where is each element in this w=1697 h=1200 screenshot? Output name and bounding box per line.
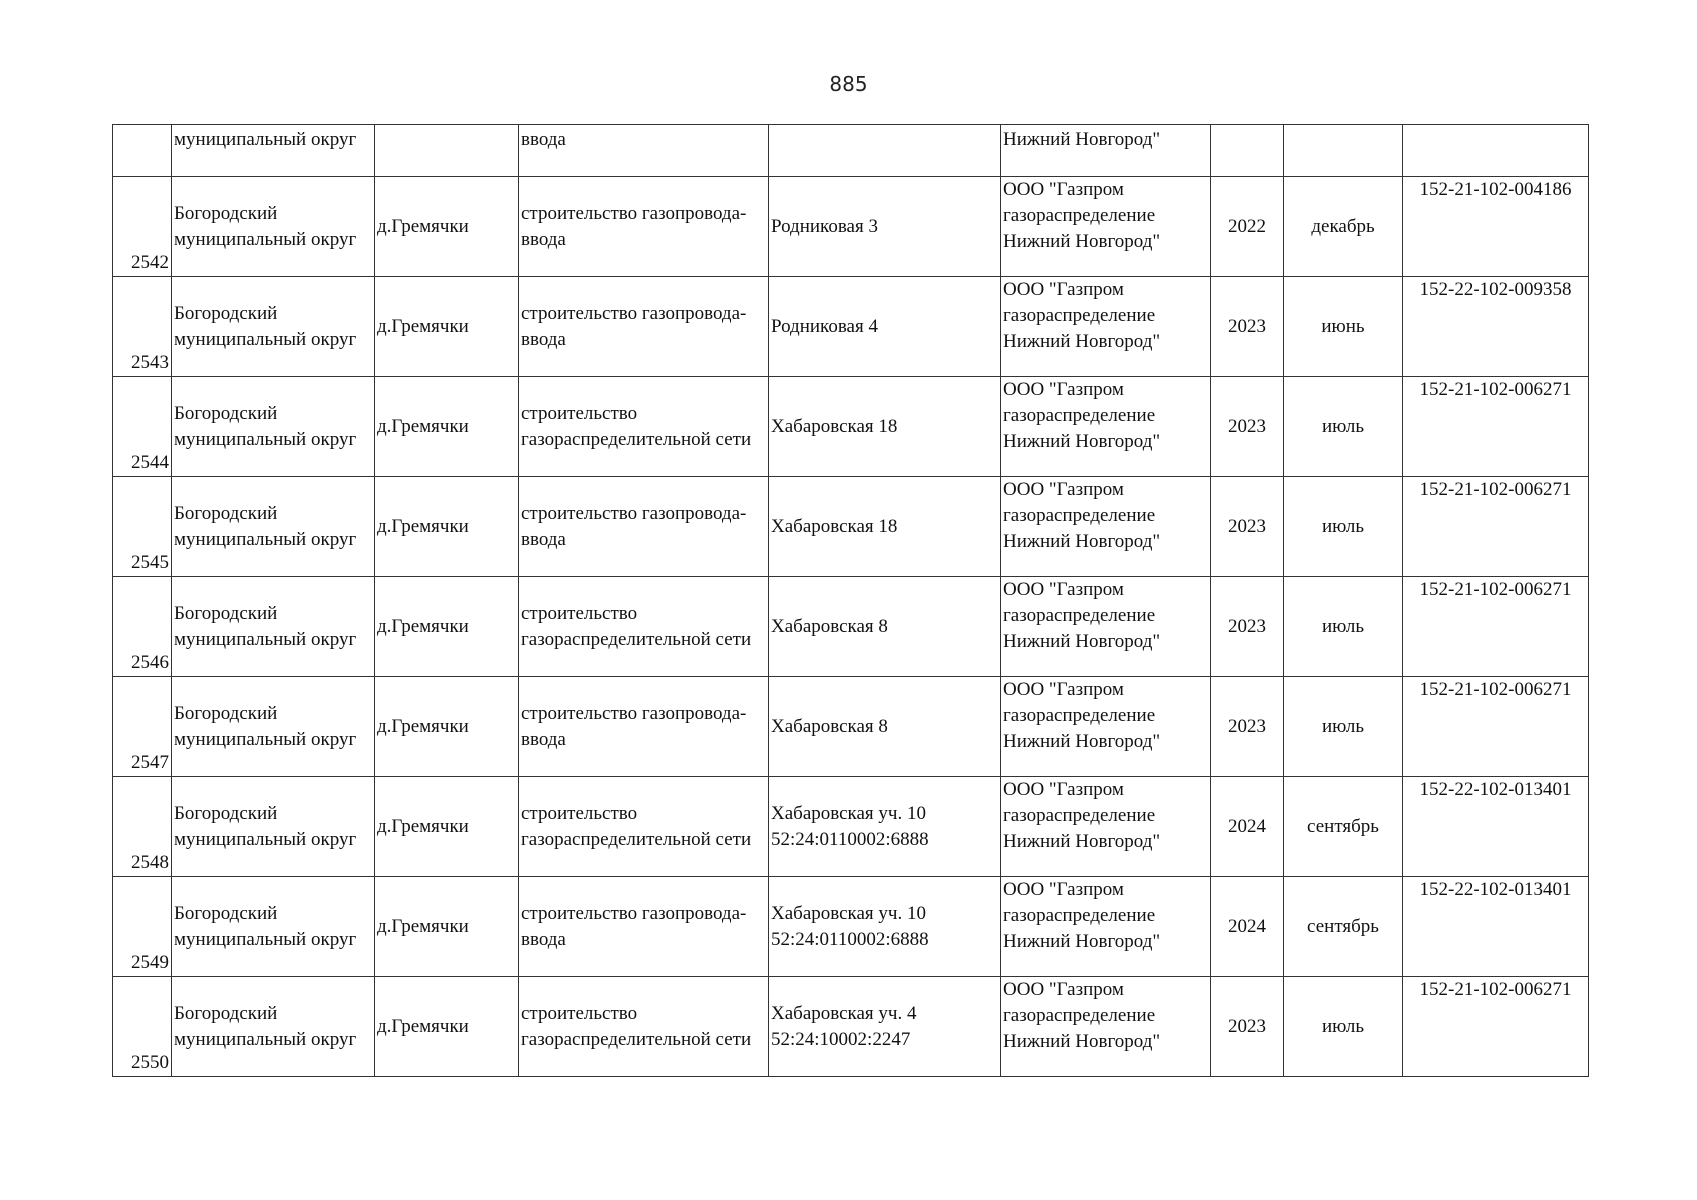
cell-organization-line: ООО "Газпром bbox=[1003, 279, 1124, 300]
cell-district bbox=[172, 277, 375, 377]
cell-work-line: строительство газопровода- bbox=[521, 502, 747, 524]
cell-organization-line: газораспределение bbox=[1003, 705, 1156, 726]
cell-month: июль bbox=[1284, 677, 1403, 777]
cell-place: д.Гремячки bbox=[375, 577, 519, 677]
cell-num: 2545 bbox=[113, 477, 172, 577]
cell-organization-line: Нижний Новгород" bbox=[1003, 531, 1161, 552]
continuation-row bbox=[113, 125, 1589, 177]
cell-district-line: Богородский bbox=[174, 202, 278, 224]
cell-year: 2023 bbox=[1211, 477, 1284, 577]
cell-work bbox=[519, 477, 769, 577]
cell-district-line: Богородский bbox=[174, 702, 278, 724]
cell-district bbox=[172, 177, 375, 277]
cell-month: декабрь bbox=[1284, 177, 1403, 277]
cell-work-line: строительство bbox=[521, 402, 638, 424]
cell-code: 152-21-102-004186 bbox=[1403, 177, 1589, 277]
cell-place: д.Гремячки bbox=[375, 177, 519, 277]
cell-address bbox=[769, 377, 1001, 477]
cell-work bbox=[519, 777, 769, 877]
cell-work-line: строительство газопровода- bbox=[521, 202, 747, 224]
table-row bbox=[113, 977, 1589, 1077]
cell-address-line: Хабаровская уч. 10 bbox=[771, 802, 926, 824]
cell-organization: Нижний Новгород" bbox=[1001, 125, 1211, 177]
cell-district-line: муниципальный округ bbox=[174, 528, 357, 550]
cell-month: июль bbox=[1284, 477, 1403, 577]
cell-district-line: Богородский bbox=[174, 802, 278, 824]
cell-year: 2023 bbox=[1211, 677, 1284, 777]
cell-work-line: строительство bbox=[521, 802, 638, 824]
cell-address bbox=[769, 677, 1001, 777]
cell-address-line: 52:24:10002:2247 bbox=[771, 1028, 911, 1050]
cell-work bbox=[519, 677, 769, 777]
cell-district bbox=[172, 777, 375, 877]
table-row bbox=[113, 877, 1589, 977]
cell-num: 2550 bbox=[113, 977, 172, 1077]
cell-work bbox=[519, 877, 769, 977]
cell-year: 2024 bbox=[1211, 877, 1284, 977]
cell-organization bbox=[1001, 777, 1211, 877]
cell-organization-line: ООО "Газпром bbox=[1003, 679, 1124, 700]
cell-code: 152-22-102-013401 bbox=[1403, 877, 1589, 977]
cell-organization-line: Нижний Новгород" bbox=[1003, 231, 1161, 252]
cell-work-line: ввода bbox=[521, 228, 566, 250]
cell-district bbox=[172, 677, 375, 777]
cell-year: 2023 bbox=[1211, 377, 1284, 477]
cell-address-line: Хабаровская 8 bbox=[771, 715, 888, 737]
cell-place: д.Гремячки bbox=[375, 877, 519, 977]
cell-month bbox=[1284, 125, 1403, 177]
cell-organization-line: Нижний Новгород" bbox=[1003, 331, 1161, 352]
cell-organization-line: газораспределение bbox=[1003, 1005, 1156, 1026]
table-row bbox=[113, 577, 1589, 677]
cell-district-line: муниципальный округ bbox=[174, 828, 357, 850]
cell-work: ввода bbox=[519, 125, 769, 177]
cell-organization-line: ООО "Газпром bbox=[1003, 779, 1124, 800]
cell-address bbox=[769, 577, 1001, 677]
gas-works-table bbox=[112, 124, 1589, 1077]
cell-organization-line: Нижний Новгород" bbox=[1003, 931, 1161, 952]
cell-organization-line: Нижний Новгород" bbox=[1003, 831, 1161, 852]
cell-year: 2023 bbox=[1211, 977, 1284, 1077]
cell-organization-line: Нижний Новгород" bbox=[1003, 631, 1161, 652]
table-row bbox=[113, 277, 1589, 377]
cell-district-line: муниципальный округ bbox=[174, 1028, 357, 1050]
cell-num: 2543 bbox=[113, 277, 172, 377]
cell-year: 2023 bbox=[1211, 277, 1284, 377]
cell-organization bbox=[1001, 377, 1211, 477]
cell-place: д.Гремячки bbox=[375, 977, 519, 1077]
cell-district: муниципальный округ bbox=[172, 125, 375, 177]
cell-place: д.Гремячки bbox=[375, 377, 519, 477]
cell-code: 152-21-102-006271 bbox=[1403, 677, 1589, 777]
cell-address-line: Хабаровская уч. 10 bbox=[771, 902, 926, 924]
cell-work-line: ввода bbox=[521, 328, 566, 350]
cell-address bbox=[769, 977, 1001, 1077]
cell-district-line: Богородский bbox=[174, 402, 278, 424]
cell-organization-line: ООО "Газпром bbox=[1003, 179, 1124, 200]
table-row bbox=[113, 377, 1589, 477]
cell-work bbox=[519, 377, 769, 477]
cell-organization-line: газораспределение bbox=[1003, 905, 1156, 926]
table-row bbox=[113, 177, 1589, 277]
cell-work-line: ввода bbox=[521, 728, 566, 750]
cell-work-line: строительство газопровода- bbox=[521, 702, 747, 724]
cell-work-line: строительство газопровода- bbox=[521, 902, 747, 924]
cell-work bbox=[519, 277, 769, 377]
cell-place: д.Гремячки bbox=[375, 677, 519, 777]
cell-place: д.Гремячки bbox=[375, 477, 519, 577]
cell-address-line: 52:24:0110002:6888 bbox=[771, 928, 929, 950]
cell-address bbox=[769, 477, 1001, 577]
cell-year bbox=[1211, 125, 1284, 177]
cell-district-line: муниципальный округ bbox=[174, 928, 357, 950]
cell-month: июль bbox=[1284, 377, 1403, 477]
cell-num: 2547 bbox=[113, 677, 172, 777]
cell-code: 152-21-102-006271 bbox=[1403, 977, 1589, 1077]
cell-place: д.Гремячки bbox=[375, 777, 519, 877]
cell-code: 152-21-102-006271 bbox=[1403, 577, 1589, 677]
cell-month: сентябрь bbox=[1284, 877, 1403, 977]
cell-num: 2549 bbox=[113, 877, 172, 977]
cell-code: 152-22-102-009358 bbox=[1403, 277, 1589, 377]
cell-organization-line: Нижний Новгород" bbox=[1003, 1031, 1161, 1052]
cell-num: 2548 bbox=[113, 777, 172, 877]
cell-work-line: газораспределительной сети bbox=[521, 428, 752, 450]
cell-year: 2024 bbox=[1211, 777, 1284, 877]
cell-work-line: строительство bbox=[521, 602, 638, 624]
cell-organization-line: газораспределение bbox=[1003, 305, 1156, 326]
cell-organization-line: ООО "Газпром bbox=[1003, 379, 1124, 400]
cell-district-line: Богородский bbox=[174, 302, 278, 324]
cell-organization-line: ООО "Газпром bbox=[1003, 979, 1124, 1000]
cell-address-line: Хабаровская 8 bbox=[771, 615, 888, 637]
cell-address-line: Хабаровская уч. 4 bbox=[771, 1002, 917, 1024]
cell-month: июнь bbox=[1284, 277, 1403, 377]
cell-work-line: газораспределительной сети bbox=[521, 628, 752, 650]
cell-organization bbox=[1001, 977, 1211, 1077]
cell-district bbox=[172, 377, 375, 477]
cell-organization bbox=[1001, 577, 1211, 677]
cell-month: июль bbox=[1284, 577, 1403, 677]
cell-num: 2544 bbox=[113, 377, 172, 477]
cell-address bbox=[769, 177, 1001, 277]
cell-code: 152-21-102-006271 bbox=[1403, 377, 1589, 477]
cell-organization-line: ООО "Газпром bbox=[1003, 479, 1124, 500]
cell-code bbox=[1403, 125, 1589, 177]
cell-district-line: муниципальный округ bbox=[174, 628, 357, 650]
cell-district-line: Богородский bbox=[174, 902, 278, 924]
cell-month: июль bbox=[1284, 977, 1403, 1077]
cell-work bbox=[519, 977, 769, 1077]
cell-district bbox=[172, 977, 375, 1077]
cell-work bbox=[519, 577, 769, 677]
cell-address-line: Родниковая 4 bbox=[771, 315, 878, 337]
cell-organization bbox=[1001, 877, 1211, 977]
cell-organization-line: Нижний Новгород" bbox=[1003, 431, 1161, 452]
cell-organization bbox=[1001, 277, 1211, 377]
table-row bbox=[113, 477, 1589, 577]
page-number: 885 bbox=[829, 72, 868, 96]
cell-address-line: Хабаровская 18 bbox=[771, 515, 898, 537]
cell-address-line: Родниковая 3 bbox=[771, 215, 878, 237]
cell-district bbox=[172, 877, 375, 977]
cell-work-line: газораспределительной сети bbox=[521, 1028, 752, 1050]
cell-district-line: Богородский bbox=[174, 1002, 278, 1024]
cell-district-line: муниципальный округ bbox=[174, 228, 357, 250]
cell-place bbox=[375, 125, 519, 177]
cell-month: сентябрь bbox=[1284, 777, 1403, 877]
cell-address bbox=[769, 777, 1001, 877]
cell-work bbox=[519, 177, 769, 277]
cell-district bbox=[172, 577, 375, 677]
cell-organization-line: ООО "Газпром bbox=[1003, 879, 1124, 900]
cell-code: 152-21-102-006271 bbox=[1403, 477, 1589, 577]
table-row bbox=[113, 777, 1589, 877]
cell-num: 2542 bbox=[113, 177, 172, 277]
cell-address bbox=[769, 877, 1001, 977]
cell-district-line: муниципальный округ bbox=[174, 728, 357, 750]
cell-organization bbox=[1001, 177, 1211, 277]
cell-work-line: строительство газопровода- bbox=[521, 302, 747, 324]
cell-work-line: газораспределительной сети bbox=[521, 828, 752, 850]
cell-district-line: Богородский bbox=[174, 602, 278, 624]
cell-organization bbox=[1001, 477, 1211, 577]
cell-district bbox=[172, 477, 375, 577]
cell-organization bbox=[1001, 677, 1211, 777]
cell-work-line: ввода bbox=[521, 928, 566, 950]
cell-district-line: муниципальный округ bbox=[174, 428, 357, 450]
cell-address-line: Хабаровская 18 bbox=[771, 415, 898, 437]
cell-address-line: 52:24:0110002:6888 bbox=[771, 828, 929, 850]
cell-work-line: строительство bbox=[521, 1002, 638, 1024]
cell-address bbox=[769, 277, 1001, 377]
cell-code: 152-22-102-013401 bbox=[1403, 777, 1589, 877]
table-row bbox=[113, 677, 1589, 777]
cell-place: д.Гремячки bbox=[375, 277, 519, 377]
cell-organization-line: газораспределение bbox=[1003, 505, 1156, 526]
cell-work-line: ввода bbox=[521, 528, 566, 550]
cell-num bbox=[113, 125, 172, 177]
cell-organization-line: ООО "Газпром bbox=[1003, 579, 1124, 600]
cell-organization-line: газораспределение bbox=[1003, 405, 1156, 426]
cell-organization-line: Нижний Новгород" bbox=[1003, 731, 1161, 752]
cell-organization-line: газораспределение bbox=[1003, 205, 1156, 226]
cell-organization-line: газораспределение bbox=[1003, 805, 1156, 826]
cell-address bbox=[769, 125, 1001, 177]
cell-num: 2546 bbox=[113, 577, 172, 677]
cell-year: 2022 bbox=[1211, 177, 1284, 277]
cell-organization-line: газораспределение bbox=[1003, 605, 1156, 626]
cell-year: 2023 bbox=[1211, 577, 1284, 677]
cell-district-line: муниципальный округ bbox=[174, 328, 357, 350]
cell-district-line: Богородский bbox=[174, 502, 278, 524]
